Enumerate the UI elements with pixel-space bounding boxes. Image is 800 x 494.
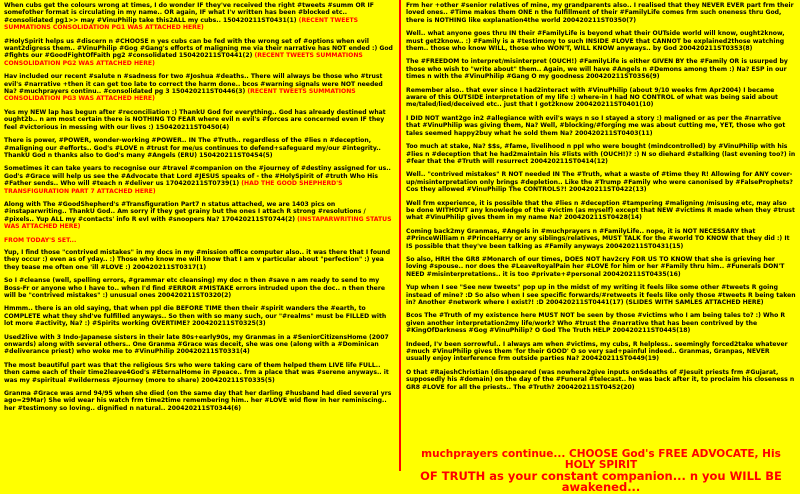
tweet-paragraph — [406, 115, 796, 137]
tweet-text: Sometimes it can take years to recognise our #travel #companion on the #journey of #destiny assigned for us.. God's #Grace will help us see the #Advocate that Lord #JESUS speaks of - the #HolySpirit of #truth Who His #Father sends.. Who will #teach n #deliver us 170420211ST0739(1) — [4, 165, 391, 188]
tweet-text: #HolySpirit helps us #discern n #CHOOSE n yes cubs can be fed with the wrong set of #options when evil want2digress them.. #VinuPhilip #Gog #Gang's efforts of maligning me via their narrative has NOT ended :) God #fights our #GoodFightOfFaith pg2 #consolidated 150420211ST0441(2) — [4, 37, 393, 60]
tweet-paragraph — [4, 137, 394, 159]
tweet-paragraph — [4, 277, 394, 299]
tweet-paragraph — [4, 73, 394, 103]
tweet-paragraph — [4, 390, 394, 412]
tweet-text: Indeed, I'v been sorrowful.. I always am when #victims, my cubs, R helpless.. seemingly forced2take whatever #much #VinuPhilip gives them 'for their GOOD' O so very sad+painful indeed.. Granmas, Granpas, NEVER usually enjoy interference frm outside parties Na? 200420211ST0449(19) — [406, 340, 788, 363]
tweet-text: Along with The #GoodShepherd's #Transfiguration Part7 n status attached, we are 1403 pics on #instaparwriting.. ThankU God.. Am sorry if they get grainy but the ones I attach R strong #resolutions / #pixels.. Yup ALL my #contacts' info R evl with #snoopers Na? 170420211ST0744(2) — [4, 200, 366, 223]
tweet-paragraph — [406, 2, 796, 24]
tweet-text: The most beautiful part was that the religious Srs who were taking care of them helped them LIVE life FULL.. then came each of their time2leave4God's #EternalHome in #peace.. frm a place that was #serene anyways.. it was my #spiritual #wilderness #journey (more to share) 200420211ST0335(5) — [4, 361, 389, 384]
tweet-text: Hav included our recent #salute n #sadness for two #Joshua #deaths.. There will always be those who #trust evil's #narrative +then it can get too late to correct the harm done.. bcos #warning signals were NOT needed Na? #muchprayers continu.. #consolidated pg 3 150420211ST0446(3) — [4, 73, 383, 96]
tweet-paragraph — [406, 312, 796, 334]
tweet-text: Too much at stake, Na? $$s, #fame, livelihood n ppl who were bought (mindcontrolled) by #VinuPhilip with his #lies n #deception that he had2maintain his #lists with (OUCH!)? :) N so diehard #stalking (last evening too?) in #fear that the #Truth will resurrect 200420211ST0414(12) — [406, 143, 796, 165]
tweet-paragraph — [406, 143, 796, 165]
tweet-text: Well.. "contrived mistakes" R NOT needed IN The #Truth, what a waste of #time they R! Allowing for ANY cover-up/misinterpretation only brings #depletion.. Like the #Trump #Family who were canonised by #FalseProphets? Cos they allowed #VinuPhilip The CONTROLS?! 200420211ST0422(13) — [406, 171, 793, 194]
tweet-text: Bcos The #Truth of my existence here MUST NOT be seen by those #victims who I am being tales to? :) Who R given another interpretation2my life/work? Who #trust the #narrative that has been contrived by the #KingOfDarkness #Gog #VinuPhilip? O God The Truth HELP 200420211ST0445(18) — [406, 312, 786, 335]
tweet-text: O that #RajeshChristian (disappeared (was nowhere2give inputs onSdeaths of #Jesuit priests frm #Gujarat, supposedly his #domain) on the day of the #Funeral #telecast.. he was back after it, to proclaim his closeness n GR8 #LOVE for all the priests.. The #Truth? 200420211ST0452(20) — [406, 368, 795, 391]
left-column — [4, 2, 394, 418]
attachment-note: (RECENT TWEETS SUMMATIONS CONSOLIDATION PG3 WAS ATTACHED HERE) — [4, 88, 356, 103]
tweet-text: Hmmm.. there is an old saying, that when ppl die BEFORE TIME then their #spirit wanders the #earth, to COMPLETE what they shd've fulfilled anyways.. So then with so many such, our "#realms" must be FILLED with lot more #activity, Na? :) #Spirits working OVERTIME? 200420211ST0325(3) — [4, 305, 387, 328]
tweet-paragraph — [4, 362, 394, 384]
footer-line-2: OF TRUTH as your constant companion... n you WILL BE awakened... — [420, 469, 782, 494]
tweet-text: Granma #Grace was arnd 94/95 when she died (on the same day that her darling #husband had died several yrs ago=29Mar) She wid wear his watch frm time2time remembering him.. her #LOVE wid flow in her reminiscing.. her #testimony so loving.. dignified n natural.. 200420211ST0344(6) — [4, 390, 392, 412]
tweet-paragraph — [4, 201, 394, 231]
tweet-paragraph — [406, 58, 796, 80]
tweet-paragraph — [406, 341, 796, 363]
tweet-paragraph — [406, 369, 796, 391]
tweet-text: There is power, #POWER, wonder-working #POWER.. IN The #Truth.. regardless of the #lies n #deception, #maligning our #efforts.. God's #LOVE n #trust for me/us continues to defend+safeguard my/our #integrity.. ThankU God n thanks also to God's many #Angels (ERU) 150420211ST0454(5) — [4, 137, 381, 159]
tweet-text: Well frm experience, it is possible that the #lies n #deception #tampering #maligning /misusing etc, may also be done WITHOUT any knowledge of the #victim (as myself) except that NEW #victims R made when they #trust what #VinuPhilip gives them in my name Na? 200420211ST0428(14) — [406, 199, 795, 222]
tweet-paragraph — [406, 171, 796, 193]
tweet-text: Yup when I see "See new tweets" pop up in the midst of my writing it feels like some other #tweets R going instead of mine? :D So also when I see specific forwards/#retweets it feels like only those #tweets R being taken in? Another #network where I exist?! :D 200420211ST0441(17) (SLIDES WITH SAMLES ATTACHED HERE) — [406, 284, 796, 306]
tweet-paragraph — [406, 228, 796, 250]
tweet-paragraph — [4, 334, 394, 356]
tweet-paragraph — [406, 256, 796, 278]
tweet-text: So also, HRH the GR8 #Monarch of our times, DOES NOT hav2cry FOR US TO KNOW that she is grieving her loving #spouse.. nor does the #LeaveRoyalPain her #LOVE for him or her #Family thru him.. #Funerals DON'T NEED #misinterpretations.. it is too #private+#personal 200420211ST0435(16) — [406, 255, 785, 278]
tweet-text: Well.. what anyone goes thru IN their #FamilyLife is beyond what their OUTside world will know, ought2know, must get2know.. :) #Family is a #testimony to such INSIDE #LOVE that CANNOT be explained2those watching them.. those who know WILL, those who WON'T, WILL KNOW anyways.. by God 200420211ST0353(8) — [406, 30, 785, 53]
tweet-paragraph — [4, 2, 394, 32]
tweet-paragraph — [4, 109, 394, 131]
attachment-note: (RECENT TWEETS SUMMATIONS CONSOLIDATION PG1 WAS ATTACHED HERE) — [4, 16, 359, 32]
attachment-note: (INSTAPARWRITING STATUS WAS ATTACHED HERE) — [4, 215, 392, 231]
tweet-paragraph — [406, 30, 796, 52]
tweet-text: Used2live with 3 Indo-Japanese sisters in their late 80s+early90s, my Granmas in a #SeniorCitizensHome (2007 onwards) along with several others.. One Granma #Grace was deceit, she was one (along with a #Dominican #deliverance priest) who woke me to #VinuPhilip 200420211ST0331(4) — [4, 333, 389, 356]
footer-banner — [406, 449, 796, 493]
tweet-paragraph — [4, 249, 394, 271]
column-divider — [399, 0, 401, 471]
tweet-text: Frm her +other #senior relatives of mine, my grandparents also.. I realised that they NEVER EVER part frm their loved ones.. #Time makes them ONE n the fulfillment of their #FamilyLife comes frm such oneness thru God, there is NOTHING like explanation4the world 200420211ST0350(7) — [406, 2, 794, 24]
attachment-note: (HAD THE GOOD SHEPHERD'S TRANSFIGURATION PART 7 ATTACHED HERE) — [4, 180, 343, 195]
right-column — [406, 2, 796, 397]
attachment-note: (RECENT TWEETS SUMMATIONS CONSOLIDATION PG2 WAS ATTACHED HERE) — [4, 52, 363, 67]
tweet-text: Remember also.. that ever since I had2interact with #VinuPhilip (about 9/10 weeks frm Apr2004) I became aware of this OUTSIDE interpretation of my life :) where-in I had NO CONTROL of what was being said about me/taled/lied/deceived etc.. just that I got2know 200420211ST0401(10) — [406, 86, 778, 109]
tweet-paragraph — [406, 200, 796, 222]
section-heading: FROM TODAY'S SET... — [4, 236, 77, 244]
tweet-text: So I #cleanse (well, spelling errors, #grammar etc cleansing) my doc n then #save n am ready to send to my Boss-Fr or anyone who I have to.. when I'd find #ERROR #MISTAKE errors intruded upon the doc.. n then there will be "contrived mistakes" :) unusual ones 200420211ST0320(2) — [4, 277, 385, 299]
tweet-text: Yes my NEW lap has begun after #reconciliation :) ThankU God for everything.. God has already destined what ought2b.. n am most certain there is NOTHING TO FEAR where evil n evil's #forces are concerned even IF they feel #victorious in messing with our lives :) 150420211ST0450(4) — [4, 108, 386, 131]
tweet-paragraph — [4, 38, 394, 68]
tweet-text: When cubs get the colours wrong at times, I do wonder IF they've received the right #tweets #summ OR IF somefother format is circulating in my name.. OR again, IF what I'v written has been #blocked etc.. #consolidated pg1>> may #VinuPhilip take this2ALL my cubs.. 150420211ST0431(1) — [4, 2, 374, 24]
tweet-paragraph — [4, 165, 394, 195]
tweet-text: I DID NOT want2go in2 #allegiance with evil's ways n so I stayed a story :) maligned or as per the #narrative that #VinuPhilip was giving them, Na? Well, #blocking/#forging me was about cutting me, YET, those who got tales seemed happy2buy what he sold them Na? 200420211ST0403(11) — [406, 114, 786, 137]
footer-line-1: muchprayers continue... CHOOSE God's FREE ADVOCATE, His HOLY SPIRIT — [421, 448, 781, 471]
tweet-paragraph — [406, 284, 796, 306]
tweet-text: Yup, I find those "contrived mistakes" in my docs in my #mission office computer also.. it was there that I found they occur :) even as of yday.. :) Those who know me will know that I am v particular about "perfection" :) yea they tease me often one 'ill #LOVE :) 200420211ST0317(1) — [4, 248, 391, 271]
tweet-text: Coming back2my Granmas, #Angels in #muchprayers n #FamilyLife.. nope, it is NOT NECESSARY that #PrinceWilliam n #PrinceHarry or any siblings/relatives, MUST TALK for the #world TO KNOW that they did :) It IS possible that they've been talking as #Family anyways 200420211ST0431(15) — [406, 227, 790, 250]
tweet-paragraph — [406, 87, 796, 109]
tweet-text: The #FREEDOM to interpret/misinterpret (OUCH!) #FamilyLife is either GIVEN BY the #Family OR is usurped by those who wish to "write about" them.. Again, we will have #Angels n #Demons among them :) Na? ESP in our times n with the #VinuPhilip #Gang O my goodness 200420211ST0356(9) — [406, 58, 788, 81]
tweet-paragraph — [4, 305, 394, 327]
